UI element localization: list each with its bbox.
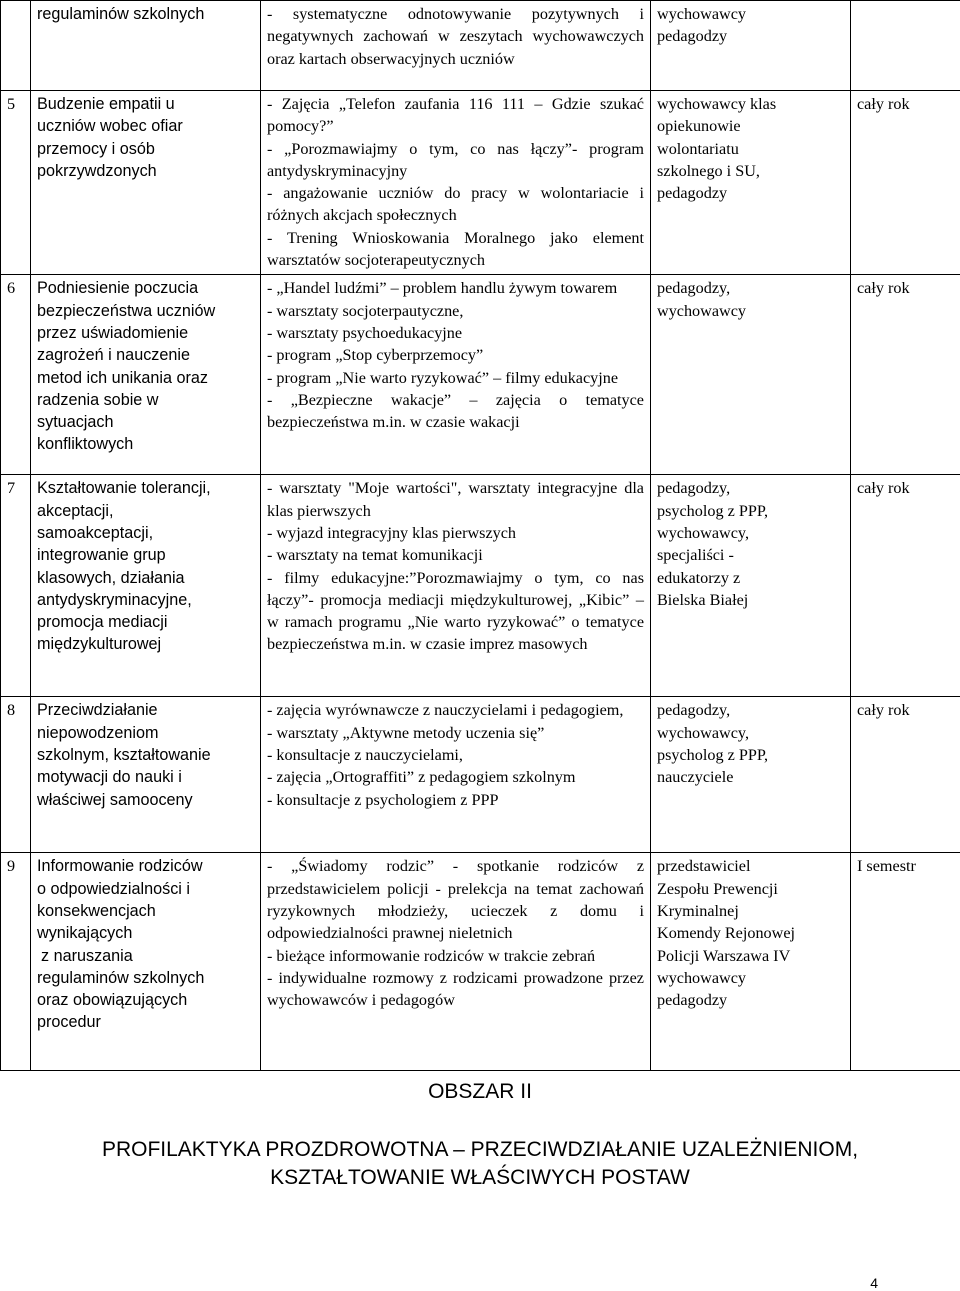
goal-line: motywacji do nauki i bbox=[37, 766, 254, 788]
goal-line: Budzenie empatii u bbox=[37, 93, 254, 115]
goal-line: regulaminów szkolnych bbox=[37, 967, 254, 989]
task-item: - zajęcia „Ortograffiti” z pedagogiem szkolnym bbox=[267, 766, 644, 788]
goal-line: uczniów wobec ofiar bbox=[37, 115, 254, 137]
tasks-cell bbox=[261, 853, 651, 1071]
responsible-line: wychowawcy bbox=[657, 967, 844, 989]
responsible-line: Zespołu Prewencji bbox=[657, 878, 844, 900]
tasks-cell bbox=[261, 475, 651, 697]
table-row bbox=[1, 91, 960, 275]
row-number: 9 bbox=[1, 853, 31, 1071]
goal-line: samoakceptacji, bbox=[37, 522, 254, 544]
responsible-line: wychowawcy klas bbox=[657, 93, 844, 115]
row-number bbox=[1, 1, 31, 91]
time-cell: cały rok bbox=[851, 697, 960, 853]
time-cell bbox=[851, 1, 960, 91]
goal-line: radzenia sobie w bbox=[37, 389, 254, 411]
goal-line: konfliktowych bbox=[37, 433, 254, 455]
task-item: - „Handel ludźmi” – problem handlu żywym towarem bbox=[267, 277, 644, 299]
tasks-cell bbox=[261, 91, 651, 275]
time-cell: cały rok bbox=[851, 91, 960, 275]
task-item: - warsztaty "Moje wartości", warsztaty integracyjne dla klas pierwszych bbox=[267, 477, 644, 522]
table-row bbox=[1, 1, 960, 91]
responsible-line: opiekunowie bbox=[657, 115, 844, 137]
task-item: - warsztaty „Aktywne metody uczenia się” bbox=[267, 722, 644, 744]
responsible-line: pedagodzy, bbox=[657, 699, 844, 721]
time-cell: cały rok bbox=[851, 475, 960, 697]
task-item: - „Świadomy rodzic” - spotkanie rodziców z przedstawicielem policji - prelekcja na temat zachowań ryzykownych młodzieży, ucieczek z domu i odpowiedzialności prawnej nieletnich bbox=[267, 855, 644, 944]
section-subtitle-line1: PROFILAKTYKA PROZDROWOTNA – PRZECIWDZIAŁANIE UZALEŻNIENIOM, bbox=[0, 1138, 960, 1162]
goal-line: sytuacjach bbox=[37, 411, 254, 433]
task-item: - konsultacje z psychologiem z PPP bbox=[267, 789, 644, 811]
goal-line: wynikających bbox=[37, 922, 254, 944]
responsible-line: Kryminalnej bbox=[657, 900, 844, 922]
responsible-line: nauczyciele bbox=[657, 766, 844, 788]
task-item: - bieżące informowanie rodziców w trakcie zebrań bbox=[267, 945, 644, 967]
goal-line: Kształtowanie tolerancji, bbox=[37, 477, 254, 499]
table-row bbox=[1, 697, 960, 853]
goal-cell bbox=[31, 853, 261, 1071]
responsible-line: wychowawcy, bbox=[657, 722, 844, 744]
goal-line: promocja mediacji bbox=[37, 611, 254, 633]
responsible-cell bbox=[651, 697, 851, 853]
responsible-line: szkolnego i SU, bbox=[657, 160, 844, 182]
table-row bbox=[1, 475, 960, 697]
task-item: - „Bezpieczne wakacje” – zajęcia o tematyce bezpieczeństwa m.in. w czasie wakacji bbox=[267, 389, 644, 434]
responsible-line: wychowawcy bbox=[657, 300, 844, 322]
goal-line: pokrzywdzonych bbox=[37, 160, 254, 182]
responsible-line: Policji Warszawa IV bbox=[657, 945, 844, 967]
goal-line: o odpowiedzialności i bbox=[37, 878, 254, 900]
task-item: - Zajęcia „Telefon zaufania 116 111 – Gdzie szukać pomocy?” bbox=[267, 93, 644, 138]
responsible-line: pedagodzy bbox=[657, 989, 844, 1011]
goal-line: międzykulturowej bbox=[37, 633, 254, 655]
task-item: - „Porozmawiajmy o tym, co nas łączy”- program antydyskryminacyjny bbox=[267, 138, 644, 183]
section-title: OBSZAR II bbox=[0, 1080, 960, 1104]
tasks-cell bbox=[261, 697, 651, 853]
responsible-line: edukatorzy z bbox=[657, 567, 844, 589]
task-item: - Trening Wnioskowania Moralnego jako element warsztatów socjoterapeutycznych bbox=[267, 227, 644, 272]
goal-line: procedur bbox=[37, 1011, 254, 1033]
responsible-line: Bielska Białej bbox=[657, 589, 844, 611]
goal-line: niepowodzeniom bbox=[37, 722, 254, 744]
responsible-cell bbox=[651, 1, 851, 91]
row-number: 7 bbox=[1, 475, 31, 697]
task-item: - filmy edukacyjne:”Porozmawiajmy o tym, co nas łączy”- promocja mediacji międzykulturowej, „Kibic” – w ramach programu „Nie warto ryzykować” o tematyce bezpieczeństwa m.in. w czasie imprez masowych bbox=[267, 567, 644, 656]
responsible-cell bbox=[651, 475, 851, 697]
page-number: 4 bbox=[870, 1275, 878, 1291]
goal-line: Przeciwdziałanie bbox=[37, 699, 254, 721]
goal-line: antydyskryminacyjne, bbox=[37, 589, 254, 611]
row-number: 6 bbox=[1, 275, 31, 475]
responsible-line: Komendy Rejonowej bbox=[657, 922, 844, 944]
row-number: 5 bbox=[1, 91, 31, 275]
task-item: - warsztaty na temat komunikacji bbox=[267, 544, 644, 566]
goal-cell bbox=[31, 697, 261, 853]
goal-cell bbox=[31, 275, 261, 475]
goal-line: z naruszania bbox=[37, 945, 254, 967]
goal-cell bbox=[31, 1, 261, 91]
time-cell: cały rok bbox=[851, 275, 960, 475]
goal-line: regulaminów szkolnych bbox=[37, 3, 254, 25]
tasks-cell bbox=[261, 275, 651, 475]
responsible-cell bbox=[651, 853, 851, 1071]
responsible-line: psycholog z PPP, bbox=[657, 500, 844, 522]
task-item: - angażowanie uczniów do pracy w wolontariacie i różnych akcjach społecznych bbox=[267, 182, 644, 227]
goal-line: właściwej samooceny bbox=[37, 789, 254, 811]
time-cell: I semestr bbox=[851, 853, 960, 1071]
goal-line: Podniesienie poczucia bbox=[37, 277, 254, 299]
responsible-line: pedagodzy, bbox=[657, 277, 844, 299]
goal-line: integrowanie grup bbox=[37, 544, 254, 566]
goal-line: Informowanie rodziców bbox=[37, 855, 254, 877]
section-subtitle-line2: KSZTAŁTOWANIE WŁAŚCIWYCH POSTAW bbox=[0, 1166, 960, 1190]
task-item: - wyjazd integracyjny klas pierwszych bbox=[267, 522, 644, 544]
task-item: - zajęcia wyrównawcze z nauczycielami i pedagogiem, bbox=[267, 699, 644, 721]
responsible-line: wolontariatu bbox=[657, 138, 844, 160]
goal-line: przemocy i osób bbox=[37, 138, 254, 160]
goal-line: bezpieczeństwa uczniów bbox=[37, 300, 254, 322]
responsible-line: specjaliści - bbox=[657, 544, 844, 566]
task-item: - warsztaty socjoterpautyczne, bbox=[267, 300, 644, 322]
responsible-line: psycholog z PPP, bbox=[657, 744, 844, 766]
goal-line: zagrożeń i nauczenie bbox=[37, 344, 254, 366]
goal-line: przez uświadomienie bbox=[37, 322, 254, 344]
responsible-cell bbox=[651, 91, 851, 275]
goal-cell bbox=[31, 91, 261, 275]
row-number: 8 bbox=[1, 697, 31, 853]
goal-cell bbox=[31, 475, 261, 697]
table-row bbox=[1, 275, 960, 475]
tasks-cell bbox=[261, 1, 651, 91]
goal-line: metod ich unikania oraz bbox=[37, 367, 254, 389]
responsible-cell bbox=[651, 275, 851, 475]
task-item: - program „Stop cyberprzemocy” bbox=[267, 344, 644, 366]
responsible-line: pedagodzy bbox=[657, 182, 844, 204]
task-item: - systematyczne odnotowywanie pozytywnych i negatywnych zachowań w zeszytach wychowawczych oraz kartach obserwacyjnych uczniów bbox=[267, 3, 644, 70]
goal-line: oraz obowiązujących bbox=[37, 989, 254, 1011]
task-item: - warsztaty psychoedukacyjne bbox=[267, 322, 644, 344]
responsible-line: wychowawcy, bbox=[657, 522, 844, 544]
goal-line: konsekwencjach bbox=[37, 900, 254, 922]
task-item: - indywidualne rozmowy z rodzicami prowadzone przez wychowawców i pedagogów bbox=[267, 967, 644, 1012]
task-item: - program „Nie warto ryzykować” – filmy edukacyjne bbox=[267, 367, 644, 389]
goal-line: klasowych, działania bbox=[37, 567, 254, 589]
responsible-line: pedagodzy, bbox=[657, 477, 844, 499]
table-row bbox=[1, 853, 960, 1071]
task-item: - konsultacje z nauczycielami, bbox=[267, 744, 644, 766]
goal-line: szkolnym, kształtowanie bbox=[37, 744, 254, 766]
goal-line: akceptacji, bbox=[37, 500, 254, 522]
responsible-line: wychowawcy bbox=[657, 3, 844, 25]
responsible-line: pedagodzy bbox=[657, 25, 844, 47]
responsible-line: przedstawiciel bbox=[657, 855, 844, 877]
